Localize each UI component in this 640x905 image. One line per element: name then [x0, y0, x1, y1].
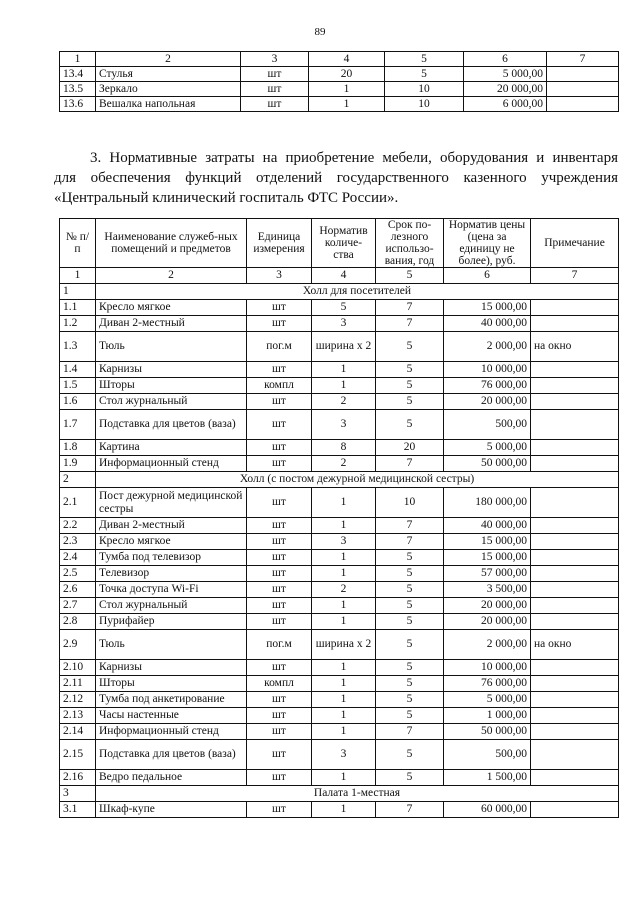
cell-no: 2.8 — [60, 614, 96, 630]
cell-note — [531, 300, 619, 316]
cell-life: 5 — [376, 770, 444, 786]
cell-life: 7 — [376, 724, 444, 740]
cell-name: Тюль — [96, 630, 247, 660]
table-row — [60, 566, 619, 582]
cell-life: 5 — [376, 676, 444, 692]
cell-qty: 1 — [312, 550, 376, 566]
cell-note — [531, 660, 619, 676]
table-row — [60, 378, 619, 394]
table-row — [60, 614, 619, 630]
cell-no: 2.9 — [60, 630, 96, 660]
paragraph-line-3: «Центральный клинический госпиталь ФТС России». — [54, 190, 399, 206]
col-number: 4 — [309, 52, 385, 67]
cell-life: 10 — [385, 82, 464, 97]
table-row — [60, 582, 619, 598]
cell-price: 40 000,00 — [444, 316, 531, 332]
cell-note — [531, 378, 619, 394]
cell-no: 2.7 — [60, 598, 96, 614]
cell-unit: шт — [247, 770, 312, 786]
cell-unit: шт — [247, 598, 312, 614]
cell-life: 7 — [376, 456, 444, 472]
cell-qty: 1 — [312, 614, 376, 630]
cell-qty: 1 — [312, 518, 376, 534]
cell-note — [531, 534, 619, 550]
cell-no: 1.8 — [60, 440, 96, 456]
cell-price: 500,00 — [444, 410, 531, 440]
cell-name: Часы настенные — [96, 708, 247, 724]
cell-no: 13.4 — [60, 67, 96, 82]
cell-no: 2.6 — [60, 582, 96, 598]
section-no: 1 — [60, 284, 96, 300]
cell-life: 5 — [376, 332, 444, 362]
cell-unit: шт — [247, 614, 312, 630]
section-no: 2 — [60, 472, 96, 488]
col-number: 2 — [96, 268, 247, 284]
cell-life: 5 — [376, 614, 444, 630]
cell-unit: шт — [247, 316, 312, 332]
cell-unit: шт — [241, 82, 309, 97]
cell-life: 5 — [376, 708, 444, 724]
cell-price: 1 000,00 — [444, 708, 531, 724]
cell-price: 15 000,00 — [444, 534, 531, 550]
header-name: Наименование служеб-ных помещений и предметов — [96, 219, 247, 268]
cell-qty: 3 — [312, 316, 376, 332]
cell-unit: шт — [247, 550, 312, 566]
table-row — [60, 410, 619, 440]
paragraph-line-2: для обеспечения функций отделений государственного казенного учреждения — [54, 170, 618, 186]
cell-unit: шт — [247, 300, 312, 316]
cell-price: 20 000,00 — [444, 598, 531, 614]
cell-note — [531, 550, 619, 566]
cell-unit: компл — [247, 378, 312, 394]
cell-life: 5 — [376, 630, 444, 660]
header-life: Срок по-лезного использо-вания, год — [376, 219, 444, 268]
table-row — [60, 394, 619, 410]
cell-no: 1.1 — [60, 300, 96, 316]
table-row — [60, 740, 619, 770]
cell-name: Тумба под телевизор — [96, 550, 247, 566]
cell-name: Кресло мягкое — [96, 300, 247, 316]
cell-no: 1.2 — [60, 316, 96, 332]
cell-unit: шт — [247, 394, 312, 410]
cell-qty: 1 — [312, 770, 376, 786]
table-row — [60, 770, 619, 786]
table-row — [60, 97, 619, 112]
table-row — [60, 692, 619, 708]
table-row — [60, 802, 619, 818]
cell-life: 5 — [376, 394, 444, 410]
cell-name: Картина — [96, 440, 247, 456]
cell-no: 2.4 — [60, 550, 96, 566]
header-row — [60, 219, 619, 268]
cell-note — [531, 582, 619, 598]
cell-no: 1.7 — [60, 410, 96, 440]
cell-note — [531, 770, 619, 786]
cell-unit: шт — [247, 660, 312, 676]
cell-life: 5 — [385, 67, 464, 82]
col-number: 6 — [464, 52, 547, 67]
col-number: 6 — [444, 268, 531, 284]
cell-life: 5 — [376, 598, 444, 614]
cell-price: 5 000,00 — [464, 67, 547, 82]
cell-note — [531, 410, 619, 440]
cell-qty: ширина х 2 — [312, 332, 376, 362]
cell-qty: 1 — [312, 362, 376, 378]
col-number: 3 — [247, 268, 312, 284]
cell-unit: шт — [247, 740, 312, 770]
cell-no: 2.3 — [60, 534, 96, 550]
header-unit: Единица измерения — [247, 219, 312, 268]
cell-price: 6 000,00 — [464, 97, 547, 112]
cell-qty: 5 — [312, 300, 376, 316]
cell-life: 5 — [376, 582, 444, 598]
header-no: № п/п — [60, 219, 96, 268]
cell-life: 5 — [376, 550, 444, 566]
cell-name: Подставка для цветов (ваза) — [96, 740, 247, 770]
cell-unit: пог.м — [247, 332, 312, 362]
cell-price: 500,00 — [444, 740, 531, 770]
cell-name: Телевизор — [96, 566, 247, 582]
cell-no: 2.12 — [60, 692, 96, 708]
table-row — [60, 316, 619, 332]
cell-life: 5 — [376, 566, 444, 582]
cell-note — [531, 676, 619, 692]
cell-unit: шт — [241, 67, 309, 82]
cell-price: 5 000,00 — [444, 440, 531, 456]
cell-life: 7 — [376, 534, 444, 550]
cell-price: 50 000,00 — [444, 456, 531, 472]
cell-name: Стулья — [96, 67, 241, 82]
cell-note — [531, 614, 619, 630]
section-no: 3 — [60, 786, 96, 802]
cell-note — [531, 440, 619, 456]
col-number: 2 — [96, 52, 241, 67]
cell-name: Диван 2-местный — [96, 518, 247, 534]
table-row — [60, 598, 619, 614]
cell-name: Стол журнальный — [96, 394, 247, 410]
cell-name: Подставка для цветов (ваза) — [96, 410, 247, 440]
cell-note — [531, 708, 619, 724]
cell-name: Стол журнальный — [96, 598, 247, 614]
cell-unit: шт — [247, 692, 312, 708]
cell-note — [531, 566, 619, 582]
cell-name: Информационный стенд — [96, 456, 247, 472]
table-row — [60, 332, 619, 362]
table-row — [60, 82, 619, 97]
cell-note — [531, 802, 619, 818]
cell-unit: компл — [247, 676, 312, 692]
cell-life: 7 — [376, 316, 444, 332]
section-title: Холл для посетителей — [96, 284, 619, 300]
cell-name: Ведро педальное — [96, 770, 247, 786]
cell-no: 2.5 — [60, 566, 96, 582]
cell-note — [547, 97, 619, 112]
cell-unit: шт — [247, 582, 312, 598]
cell-price: 180 000,00 — [444, 488, 531, 518]
cell-unit: пог.м — [247, 630, 312, 660]
top-table — [59, 51, 619, 112]
section-3-paragraph — [54, 148, 618, 208]
cell-name: Тюль — [96, 332, 247, 362]
cell-unit: шт — [247, 724, 312, 740]
cell-price: 76 000,00 — [444, 378, 531, 394]
table-row — [60, 300, 619, 316]
cell-unit: шт — [247, 456, 312, 472]
cell-qty: ширина х 2 — [312, 630, 376, 660]
cell-note — [531, 362, 619, 378]
cell-price: 2 000,00 — [444, 630, 531, 660]
cell-unit: шт — [247, 410, 312, 440]
cell-name: Шторы — [96, 676, 247, 692]
table-row — [60, 488, 619, 518]
cell-no: 1.6 — [60, 394, 96, 410]
cell-qty: 3 — [312, 410, 376, 440]
paragraph-line-1: 3. Нормативные затраты на приобретение мебели, оборудования и инвентаря — [90, 150, 618, 166]
cell-unit: шт — [247, 362, 312, 378]
cell-no: 3.1 — [60, 802, 96, 818]
cell-life: 5 — [376, 362, 444, 378]
cell-unit: шт — [247, 518, 312, 534]
cell-no: 1.4 — [60, 362, 96, 378]
cell-qty: 20 — [309, 67, 385, 82]
cell-qty: 1 — [312, 660, 376, 676]
cell-life: 7 — [376, 518, 444, 534]
cell-life: 7 — [376, 802, 444, 818]
col-number: 3 — [241, 52, 309, 67]
cell-note: на окно — [531, 630, 619, 660]
cell-note — [531, 488, 619, 518]
cell-life: 5 — [376, 378, 444, 394]
cell-qty: 3 — [312, 534, 376, 550]
cell-life: 10 — [385, 97, 464, 112]
cell-no: 2.11 — [60, 676, 96, 692]
cell-name: Вешалка напольная — [96, 97, 241, 112]
header-qty: Норматив количе-ства — [312, 219, 376, 268]
cell-note — [531, 518, 619, 534]
cell-price: 15 000,00 — [444, 550, 531, 566]
table-row — [60, 630, 619, 660]
cell-unit: шт — [247, 488, 312, 518]
cell-price: 60 000,00 — [444, 802, 531, 818]
table-row — [60, 708, 619, 724]
cell-qty: 1 — [312, 598, 376, 614]
cell-qty: 1 — [312, 802, 376, 818]
section-title: Холл (с постом дежурной медицинской сестры) — [96, 472, 619, 488]
header-price: Норматив цены (цена за единицу не более), руб. — [444, 219, 531, 268]
table-row — [60, 660, 619, 676]
furniture-table — [59, 218, 619, 818]
cell-no: 2.14 — [60, 724, 96, 740]
cell-price: 10 000,00 — [444, 362, 531, 378]
cell-note — [531, 740, 619, 770]
header-note: Примечание — [531, 219, 619, 268]
cell-note — [531, 724, 619, 740]
col-number: 1 — [60, 52, 96, 67]
cell-qty: 2 — [312, 456, 376, 472]
cell-life: 7 — [376, 300, 444, 316]
cell-qty: 3 — [312, 740, 376, 770]
cell-price: 3 500,00 — [444, 582, 531, 598]
cell-price: 40 000,00 — [444, 518, 531, 534]
table-row — [60, 362, 619, 378]
cell-no: 2.2 — [60, 518, 96, 534]
table-row — [60, 550, 619, 566]
col-number: 1 — [60, 268, 96, 284]
cell-no: 1.3 — [60, 332, 96, 362]
col-number-row — [60, 268, 619, 284]
cell-qty: 1 — [312, 692, 376, 708]
cell-qty: 2 — [312, 394, 376, 410]
cell-qty: 1 — [312, 708, 376, 724]
cell-price: 20 000,00 — [464, 82, 547, 97]
cell-price: 50 000,00 — [444, 724, 531, 740]
cell-name: Шторы — [96, 378, 247, 394]
cell-price: 15 000,00 — [444, 300, 531, 316]
cell-name: Диван 2-местный — [96, 316, 247, 332]
cell-life: 20 — [376, 440, 444, 456]
cell-note — [531, 394, 619, 410]
cell-life: 10 — [376, 488, 444, 518]
cell-no: 13.6 — [60, 97, 96, 112]
cell-unit: шт — [247, 440, 312, 456]
cell-name: Карнизы — [96, 362, 247, 378]
cell-qty: 1 — [312, 676, 376, 692]
section-title: Палата 1-местная — [96, 786, 619, 802]
cell-unit: шт — [247, 708, 312, 724]
cell-qty: 8 — [312, 440, 376, 456]
cell-life: 5 — [376, 410, 444, 440]
cell-note: на окно — [531, 332, 619, 362]
cell-name: Шкаф-купе — [96, 802, 247, 818]
cell-name: Кресло мягкое — [96, 534, 247, 550]
cell-qty: 1 — [309, 97, 385, 112]
cell-price: 57 000,00 — [444, 566, 531, 582]
table-row — [60, 534, 619, 550]
cell-qty: 1 — [312, 378, 376, 394]
cell-name: Тумба под анкетирование — [96, 692, 247, 708]
cell-note — [531, 316, 619, 332]
section-row — [60, 786, 619, 802]
cell-price: 2 000,00 — [444, 332, 531, 362]
cell-no: 2.13 — [60, 708, 96, 724]
cell-note — [531, 692, 619, 708]
cell-note — [547, 67, 619, 82]
cell-qty: 1 — [309, 82, 385, 97]
cell-life: 5 — [376, 740, 444, 770]
col-number: 7 — [531, 268, 619, 284]
table-row — [60, 518, 619, 534]
cell-no: 2.15 — [60, 740, 96, 770]
cell-name: Информационный стенд — [96, 724, 247, 740]
cell-no: 1.5 — [60, 378, 96, 394]
cell-note — [531, 456, 619, 472]
cell-qty: 2 — [312, 582, 376, 598]
cell-price: 20 000,00 — [444, 614, 531, 630]
col-number: 5 — [385, 52, 464, 67]
col-number: 7 — [547, 52, 619, 67]
cell-name: Зеркало — [96, 82, 241, 97]
top-col-number-row — [60, 52, 619, 67]
cell-qty: 1 — [312, 566, 376, 582]
cell-name: Карнизы — [96, 660, 247, 676]
cell-price: 10 000,00 — [444, 660, 531, 676]
cell-name: Пурифайер — [96, 614, 247, 630]
cell-price: 1 500,00 — [444, 770, 531, 786]
section-row — [60, 472, 619, 488]
table-row — [60, 440, 619, 456]
col-number: 5 — [376, 268, 444, 284]
cell-life: 5 — [376, 692, 444, 708]
table-row — [60, 67, 619, 82]
cell-price: 5 000,00 — [444, 692, 531, 708]
cell-qty: 1 — [312, 724, 376, 740]
page-number: 89 — [314, 26, 326, 38]
cell-qty: 1 — [312, 488, 376, 518]
cell-unit: шт — [247, 566, 312, 582]
cell-no: 2.16 — [60, 770, 96, 786]
section-row — [60, 284, 619, 300]
cell-unit: шт — [241, 97, 309, 112]
cell-no: 13.5 — [60, 82, 96, 97]
cell-unit: шт — [247, 534, 312, 550]
cell-name: Точка доступа Wi-Fi — [96, 582, 247, 598]
cell-no: 1.9 — [60, 456, 96, 472]
table-row — [60, 456, 619, 472]
cell-name: Пост дежурной медицинской сестры — [96, 488, 247, 518]
table-row — [60, 724, 619, 740]
cell-price: 20 000,00 — [444, 394, 531, 410]
table-row — [60, 676, 619, 692]
cell-note — [547, 82, 619, 97]
col-number: 4 — [312, 268, 376, 284]
cell-no: 2.10 — [60, 660, 96, 676]
cell-life: 5 — [376, 660, 444, 676]
cell-unit: шт — [247, 802, 312, 818]
cell-note — [531, 598, 619, 614]
cell-no: 2.1 — [60, 488, 96, 518]
cell-price: 76 000,00 — [444, 676, 531, 692]
